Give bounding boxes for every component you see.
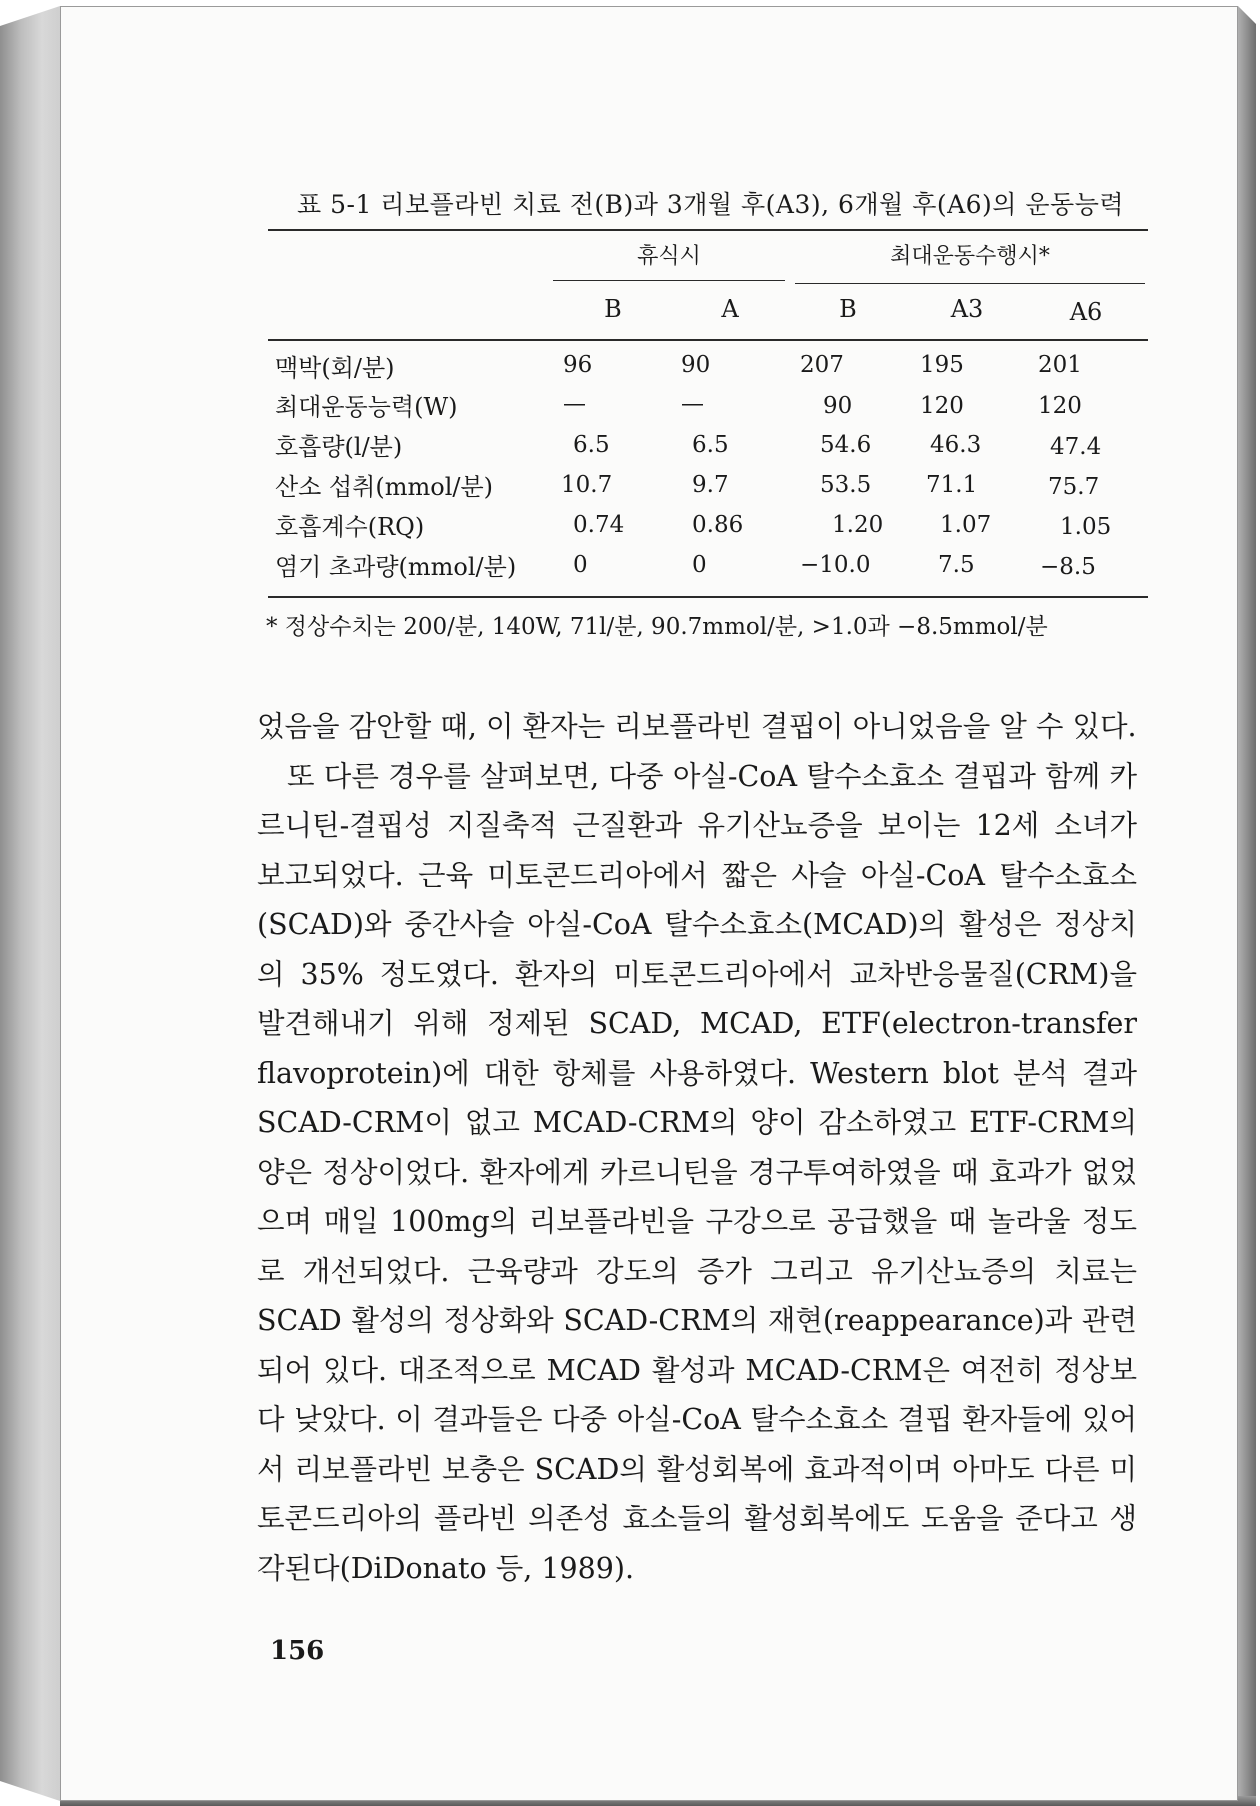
cell: 0.74 — [573, 512, 625, 538]
sub-header-b-rest: B — [604, 295, 622, 323]
cell: 6.5 — [692, 432, 729, 458]
cell: 120 — [1038, 393, 1082, 419]
book-spine — [0, 6, 60, 1801]
cell: 53.5 — [820, 472, 872, 498]
cell: 0 — [573, 552, 588, 578]
row-label: 호흡량(l/분) — [275, 433, 403, 461]
body-paragraph-1: 었음을 감안할 때, 이 환자는 리보플라빈 결핍이 아니었음을 알 수 있다. — [257, 710, 1137, 743]
cell: 195 — [920, 352, 964, 378]
cell: 90 — [823, 393, 853, 419]
cell: 54.6 — [820, 432, 872, 458]
row-label: 염기 초과량(mmol/분) — [275, 553, 517, 581]
sub-header-a-rest: A — [721, 295, 739, 323]
group-rule-max — [795, 283, 1145, 284]
row-label: 맥박(회/분) — [275, 354, 395, 382]
sub-header-a6-max: A6 — [1069, 298, 1103, 326]
cell: −8.5 — [1040, 554, 1096, 580]
cell: 0.86 — [692, 512, 744, 538]
cell: 207 — [800, 352, 844, 378]
table-header-rule — [268, 339, 1148, 341]
cell: — — [563, 391, 586, 417]
table-bottom-rule — [268, 596, 1148, 598]
cell: 1.07 — [940, 512, 992, 538]
cell: 71.1 — [926, 472, 978, 498]
cell: 96 — [563, 352, 593, 378]
cell: −10.0 — [800, 552, 871, 578]
group-header-rest: 휴식시 — [637, 244, 701, 269]
cell: 201 — [1038, 352, 1082, 378]
row-label: 호흡계수(RQ) — [275, 513, 425, 541]
sub-header-b-max: B — [839, 295, 857, 323]
table-footnote: * 정상수치는 200/분, 140W, 71l/분, 90.7mmol/분, >1.0과 −8.5mmol/분 — [266, 614, 1048, 640]
group-header-max: 최대운동수행시* — [890, 244, 1050, 269]
row-label: 최대운동능력(W) — [275, 393, 458, 421]
sub-header-a3-max: A3 — [950, 295, 984, 323]
row-label: 산소 섭취(mmol/분) — [275, 473, 494, 501]
cell: 9.7 — [692, 472, 729, 498]
table-top-rule — [268, 229, 1148, 231]
group-rule-rest — [553, 280, 785, 281]
cell: 90 — [681, 352, 711, 378]
cell: 120 — [920, 393, 964, 419]
cell: 7.5 — [938, 552, 975, 578]
page-right-edge — [1238, 6, 1256, 1801]
table-caption: 표 5-1 리보플라빈 치료 전(B)과 3개월 후(A3), 6개월 후(A6)의 운동능력 — [297, 190, 1125, 219]
cell: 1.05 — [1060, 514, 1112, 540]
cell: 1.20 — [832, 512, 884, 538]
body-paragraph-2: 또 다른 경우를 살펴보면, 다중 아실-CoA 탈수소효소 결핍과 함께 카르니틴-결핍성 지질축적 근질환과 유기산뇨증을 보이는 12세 소녀가 보고되었다. 근육 미토콘드리아에서 짧은 사슬 아실-CoA 탈수소효소(SCAD)와 중간사슬 아실-CoA 탈수소효소(MCAD)의 활성은 정상치의 35% 정도였다. 환자의 미토콘드리아에서 교차반응물질(CRM)을 발견해내기 위해 정제된 SCAD, MCAD, ETF(electron-transfer flavoprotein)에 대한 항체를 사용하였다. Western blot 분석 결과 SCAD-CRM이 없고 MCAD-CRM의 양이 감소하였고 ETF-CRM의 양은 정상이었다. 환자에게 카르니틴을 경구투여하였을 때 효과가 없었으며 매일 100mg의 리보플라빈을 구강으로 공급했을 때 놀라울 정도로 개선되었다. 근육량과 강도의 증가 그리고 유기산뇨증의 치료는 SCAD 활성의 정상화와 SCAD-CRM의 재현(reappearance)과 관련되어 있다. 대조적으로 MCAD 활성과 MCAD-CRM은 여전히 정상보다 낮았다. 이 결과들은 다중 아실-CoA 탈수소효소 결핍 환자들에 있어서 리보플라빈 보충은 SCAD의 활성회복에 효과적이며 아마도 다른 미토콘드리아의 플라빈 의존성 효소들의 활성회복에도 도움을 준다고 생각된다(DiDonato 등, 1989). — [257, 759, 1137, 1585]
cell: 0 — [692, 552, 707, 578]
cell: 6.5 — [573, 432, 610, 458]
cell: 47.4 — [1050, 434, 1102, 460]
cell: 10.7 — [561, 472, 613, 498]
page-number: 156 — [270, 1636, 325, 1666]
cell: 46.3 — [930, 432, 982, 458]
cell: — — [681, 391, 704, 417]
body-text — [257, 702, 1137, 1593]
cell: 75.7 — [1048, 474, 1100, 500]
